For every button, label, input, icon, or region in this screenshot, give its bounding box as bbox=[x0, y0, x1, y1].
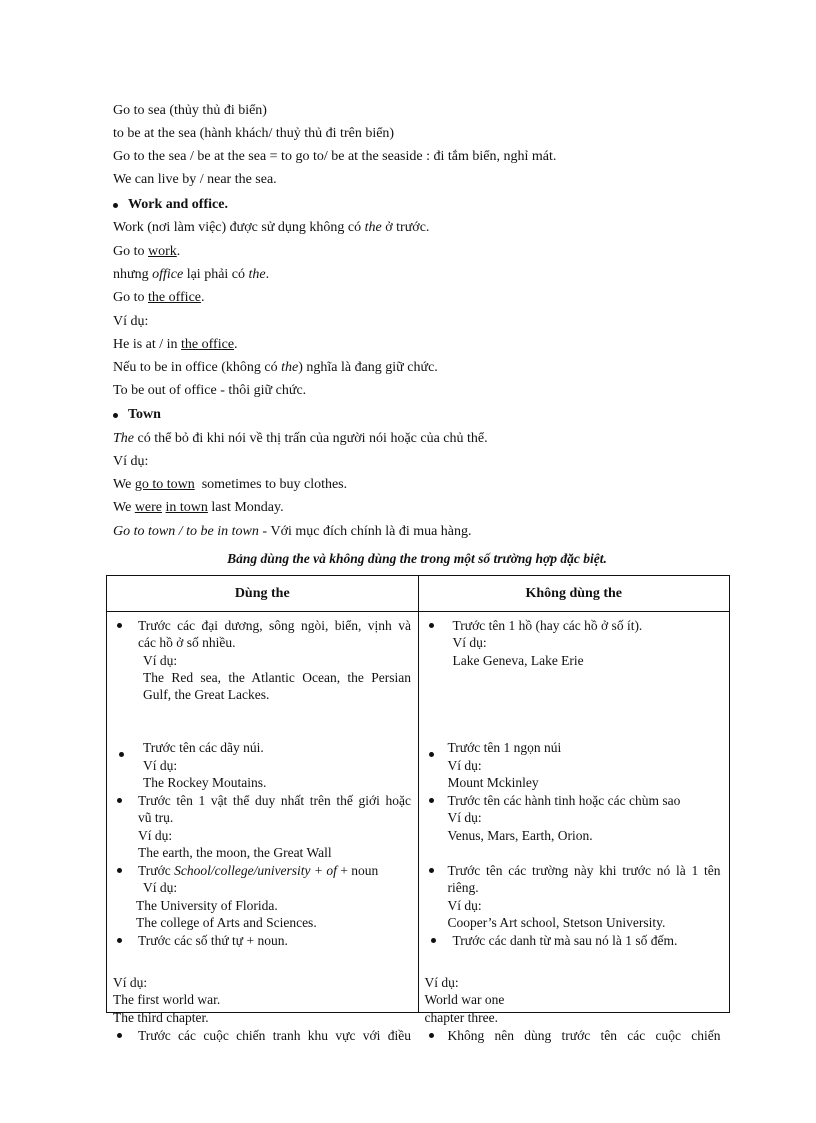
cell-line: Gulf, the Great Lackes. bbox=[143, 687, 270, 702]
table-cell-right bbox=[418, 612, 730, 1043]
cell-line: các hồ ở số nhiều. bbox=[138, 635, 236, 650]
text-line: to be at the sea (hành khách/ thuỷ thủ đi trên biển) bbox=[113, 126, 395, 141]
cell-line: Trước các cuộc chiến tranh khu vực với điều bbox=[138, 1028, 411, 1043]
text-line: nhưng office lại phải có the. bbox=[113, 267, 270, 282]
cell-line: chapter three. bbox=[424, 1010, 498, 1025]
cell-line: Trước tên 1 hồ (hay các hồ ở số ít). bbox=[452, 618, 643, 633]
cell-line: Trước các đại dương, sông ngòi, biển, vịnh và bbox=[138, 618, 411, 633]
cell-line: Trước các danh từ mà sau nó là 1 số đếm. bbox=[452, 933, 678, 948]
text-line: He is at / in the office. bbox=[113, 337, 238, 352]
text-line: Work (nơi làm việc) được sử dụng không có the ở trước. bbox=[113, 220, 430, 235]
bullet-icon bbox=[431, 938, 436, 943]
cell-line: The first world war. bbox=[113, 992, 221, 1007]
text-line: Ví dụ: bbox=[113, 314, 149, 329]
cell-line: Ví dụ: bbox=[113, 975, 148, 990]
cell-line: Ví dụ: bbox=[138, 828, 173, 843]
cell-line: World war one bbox=[424, 992, 505, 1007]
cell-line: Ví dụ: bbox=[143, 653, 178, 668]
cell-line: Ví dụ: bbox=[447, 758, 482, 773]
bullet-icon bbox=[429, 868, 434, 873]
cell-line: The Red sea, the Atlantic Ocean, the Persian bbox=[143, 670, 411, 685]
cell-line: Cooper’s Art school, Stetson University. bbox=[447, 915, 666, 930]
cell-line: Ví dụ: bbox=[143, 880, 178, 895]
cell-line: Trước School/college/university + of + noun bbox=[138, 863, 379, 878]
text-line: To be out of office - thôi giữ chức. bbox=[113, 383, 307, 398]
bullet-icon bbox=[117, 1033, 122, 1038]
section-heading-work bbox=[107, 197, 228, 213]
table-caption: Bảng dùng the và không dùng the trong một số trường hợp đặc biệt. bbox=[227, 551, 607, 566]
cell-line: The third chapter. bbox=[113, 1010, 209, 1025]
cell-line: riêng. bbox=[447, 880, 479, 895]
text-line: Go to town / to be in town - Với mục đích chính là đi mua hàng. bbox=[113, 524, 472, 539]
text-line: The có thể bỏ đi khi nói về thị trấn của người nói hoặc của chủ thể. bbox=[113, 431, 488, 446]
text-line: Go to the sea / be at the sea = to go to/ be at the seaside : đi tắm biển, nghỉ mát. bbox=[113, 149, 557, 164]
bullet-icon bbox=[113, 413, 118, 418]
cell-line: Trước tên các dãy núi. bbox=[143, 740, 264, 755]
cell-line: The University of Florida. bbox=[136, 898, 278, 913]
cell-line: Trước tên các trường này khi trước nó là 1 tên bbox=[447, 863, 721, 878]
section-heading-town bbox=[107, 407, 161, 423]
cell-line: Ví dụ: bbox=[143, 758, 178, 773]
bullet-icon bbox=[119, 752, 124, 757]
heading-text: Work and office. bbox=[128, 197, 228, 212]
cell-line: Mount Mckinley bbox=[447, 775, 539, 790]
cell-line: Ví dụ: bbox=[424, 975, 459, 990]
cell-line: Trước các số thứ tự + noun. bbox=[138, 933, 288, 948]
cell-line: The college of Arts and Sciences. bbox=[136, 915, 317, 930]
cell-line: Trước tên các hành tinh hoặc các chùm sao bbox=[447, 793, 681, 808]
text-line: Nếu to be in office (không có the) nghĩa là đang giữ chức. bbox=[113, 360, 438, 375]
bullet-icon bbox=[117, 868, 122, 873]
comparison-table bbox=[106, 575, 730, 1043]
heading-text: Town bbox=[128, 407, 161, 422]
bullet-icon bbox=[429, 752, 434, 757]
column-header-use-the: Dùng the bbox=[107, 576, 419, 612]
text-line: Ví dụ: bbox=[113, 454, 149, 469]
bullet-icon bbox=[429, 798, 434, 803]
cell-line: Venus, Mars, Earth, Orion. bbox=[447, 828, 593, 843]
bullet-icon bbox=[429, 623, 434, 628]
cell-line: Lake Geneva, Lake Erie bbox=[452, 653, 584, 668]
bullet-icon bbox=[117, 798, 122, 803]
cell-line: Không nên dùng trước tên các cuộc chiến bbox=[447, 1028, 721, 1043]
table-header-row bbox=[107, 576, 730, 612]
column-header-no-the: Không dùng the bbox=[418, 576, 730, 612]
text-line: Go to sea (thủy thủ đi biển) bbox=[113, 103, 267, 118]
text-line: We were in town last Monday. bbox=[113, 500, 284, 515]
text-line: Go to the office. bbox=[113, 290, 205, 305]
cell-line: Ví dụ: bbox=[447, 898, 482, 913]
cell-line: Ví dụ: bbox=[452, 635, 487, 650]
cell-line: Trước tên 1 vật thể duy nhất trên thế giới hoặc bbox=[138, 793, 411, 808]
text-line: Go to work. bbox=[113, 244, 181, 259]
table-row bbox=[107, 612, 730, 1013]
cell-line: Ví dụ: bbox=[447, 810, 482, 825]
bullet-icon bbox=[117, 623, 122, 628]
bullet-icon bbox=[113, 203, 118, 208]
cell-line: The earth, the moon, the Great Wall bbox=[138, 845, 332, 860]
text-line: We go to town sometimes to buy clothes. bbox=[113, 477, 348, 492]
table-cell-left bbox=[107, 612, 419, 1043]
bullet-icon bbox=[429, 1033, 434, 1038]
cell-line: vũ trụ. bbox=[138, 810, 174, 825]
cell-line: The Rockey Moutains. bbox=[143, 775, 267, 790]
text-line: We can live by / near the sea. bbox=[113, 172, 277, 187]
cell-line: Trước tên 1 ngọn núi bbox=[447, 740, 562, 755]
bullet-icon bbox=[117, 938, 122, 943]
